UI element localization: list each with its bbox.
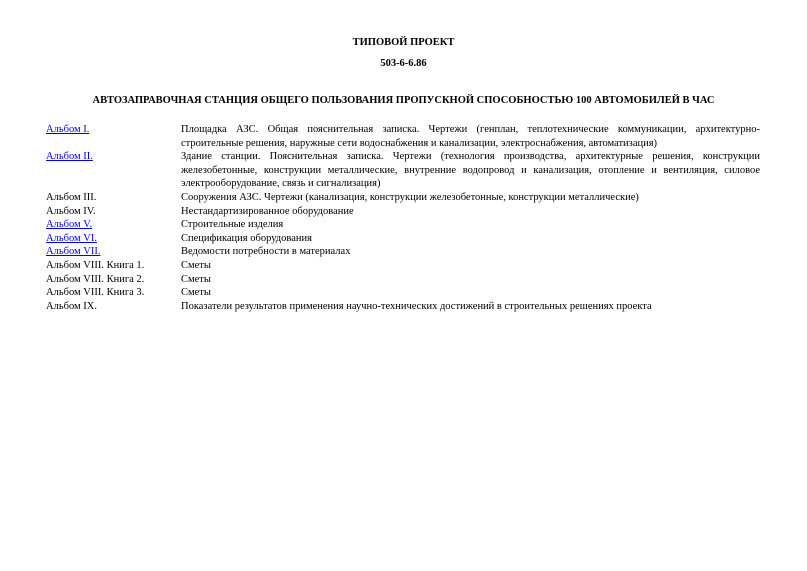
album-description: Площадка АЗС. Общая пояснительная записка. Чертежи (генплан, теплотехнические коммуникации, архитектурно-строительные решения, наружные сети водоснабжения и канализации, электроснабжения, автоматизация) xyxy=(181,124,760,149)
album-description: Спецификация оборудования xyxy=(181,232,312,244)
album-label[interactable]: Альбом VII. xyxy=(46,246,101,258)
album-description: Сооружения АЗС. Чертежи (канализация, конструкции железобетонные, конструкции металлические) xyxy=(181,191,639,203)
album-description: Сметы xyxy=(181,259,211,271)
album-row xyxy=(46,150,760,191)
project-type-heading: ТИПОВОЙ ПРОЕКТ xyxy=(352,37,455,48)
album-row xyxy=(46,273,760,287)
album-row xyxy=(46,191,760,205)
album-list xyxy=(46,123,760,313)
album-label: Альбом VIII. Книга 2. xyxy=(46,273,145,285)
album-label[interactable]: Альбом V. xyxy=(46,219,93,231)
album-description: Строительные изделия xyxy=(181,219,284,231)
album-row xyxy=(46,286,760,300)
album-description: Нестандартизированное оборудование xyxy=(181,205,354,217)
album-label: Альбом VIII. Книга 3. xyxy=(46,287,145,299)
album-label[interactable]: Альбом I. xyxy=(46,124,90,135)
album-label: Альбом III. xyxy=(46,191,97,203)
album-row xyxy=(46,245,760,259)
album-label: Альбом IX. xyxy=(46,300,97,312)
album-description: Сметы xyxy=(181,287,211,299)
album-row xyxy=(46,218,760,232)
album-description: Здание станции. Пояснительная записка. Чертежи (технология производства, архитектурные решения, конструкции железобетонные, конструкции металлические, внутренние водопровод и канализация, отопление и вентиляция, силовое электрооборудование, связь и сигнализация) xyxy=(181,151,760,190)
album-row xyxy=(46,205,760,219)
album-row xyxy=(46,232,760,246)
album-label: Альбом VIII. Книга 1. xyxy=(46,259,145,271)
album-row xyxy=(46,123,760,150)
album-label[interactable]: Альбом II. xyxy=(46,151,93,163)
album-row xyxy=(46,259,760,273)
project-title-heading: АВТОЗАПРАВОЧНАЯ СТАНЦИЯ ОБЩЕГО ПОЛЬЗОВАНИЯ ПРОПУСКНОЙ СПОСОБНОСТЬЮ 100 АВТОМОБИЛЕЙ В ЧАС xyxy=(92,95,715,106)
album-label: Альбом IV. xyxy=(46,205,96,217)
album-label[interactable]: Альбом VI. xyxy=(46,232,97,244)
project-number-heading: 503-6-6.86 xyxy=(380,58,427,69)
album-description: Ведомости потребности в материалах xyxy=(181,246,351,258)
album-description: Показатели результатов применения научно-технических достижений в строительных решениях проекта xyxy=(181,300,652,312)
album-description: Сметы xyxy=(181,273,211,285)
album-row xyxy=(46,300,760,314)
